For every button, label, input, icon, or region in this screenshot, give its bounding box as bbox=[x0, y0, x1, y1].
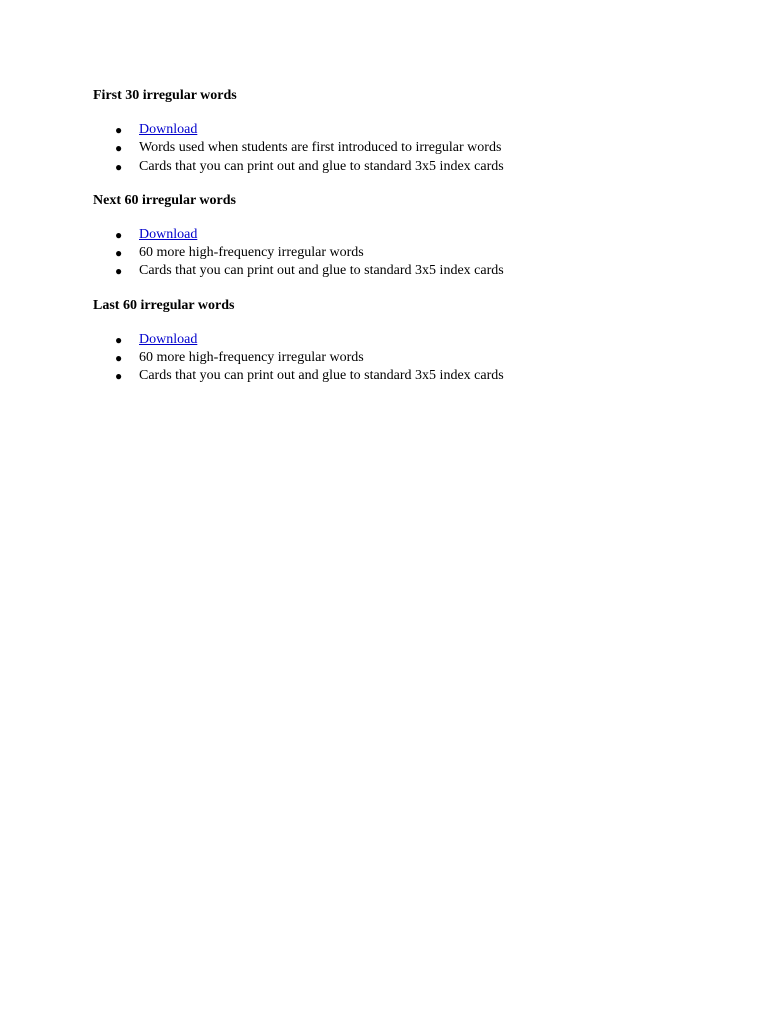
bullet-list bbox=[93, 331, 693, 386]
bullet-icon: ● bbox=[115, 141, 123, 156]
list-item-text: Cards that you can print out and glue to standard 3x5 index cards bbox=[139, 263, 504, 279]
list-item bbox=[93, 158, 693, 176]
bullet-list bbox=[93, 121, 693, 176]
document-content bbox=[93, 87, 693, 402]
list-item-text: 60 more high-frequency irregular words bbox=[139, 350, 364, 366]
bullet-icon: ● bbox=[115, 227, 123, 242]
download-link[interactable]: Download bbox=[139, 122, 198, 137]
bullet-icon: ● bbox=[115, 159, 123, 174]
download-link[interactable]: Download bbox=[139, 226, 198, 242]
list-item bbox=[93, 367, 693, 385]
section-first-30 bbox=[93, 87, 693, 176]
list-item bbox=[93, 226, 693, 244]
section-next-60 bbox=[93, 192, 693, 281]
section-heading: Next 60 irregular words bbox=[93, 192, 236, 208]
list-item bbox=[93, 349, 693, 367]
section-heading: First 30 irregular words bbox=[93, 88, 237, 103]
bullet-icon: ● bbox=[115, 332, 123, 347]
bullet-icon: ● bbox=[115, 369, 123, 384]
bullet-icon: ● bbox=[115, 246, 123, 261]
bullet-icon: ● bbox=[115, 123, 123, 137]
section-heading: Last 60 irregular words bbox=[93, 297, 235, 313]
list-item-text: Cards that you can print out and glue to standard 3x5 index cards bbox=[139, 368, 504, 384]
list-item bbox=[93, 262, 693, 280]
list-item bbox=[93, 121, 693, 139]
list-item-text: Cards that you can print out and glue to standard 3x5 index cards bbox=[139, 158, 504, 174]
list-item bbox=[93, 139, 693, 157]
list-item bbox=[93, 244, 693, 262]
download-link[interactable]: Download bbox=[139, 331, 198, 347]
section-last-60 bbox=[93, 297, 693, 386]
list-item bbox=[93, 331, 693, 349]
list-item-text: 60 more high-frequency irregular words bbox=[139, 245, 364, 261]
bullet-icon: ● bbox=[115, 264, 123, 279]
list-item-text: Words used when students are first introduced to irregular words bbox=[139, 140, 502, 156]
bullet-list bbox=[93, 226, 693, 281]
bullet-icon: ● bbox=[115, 351, 123, 366]
